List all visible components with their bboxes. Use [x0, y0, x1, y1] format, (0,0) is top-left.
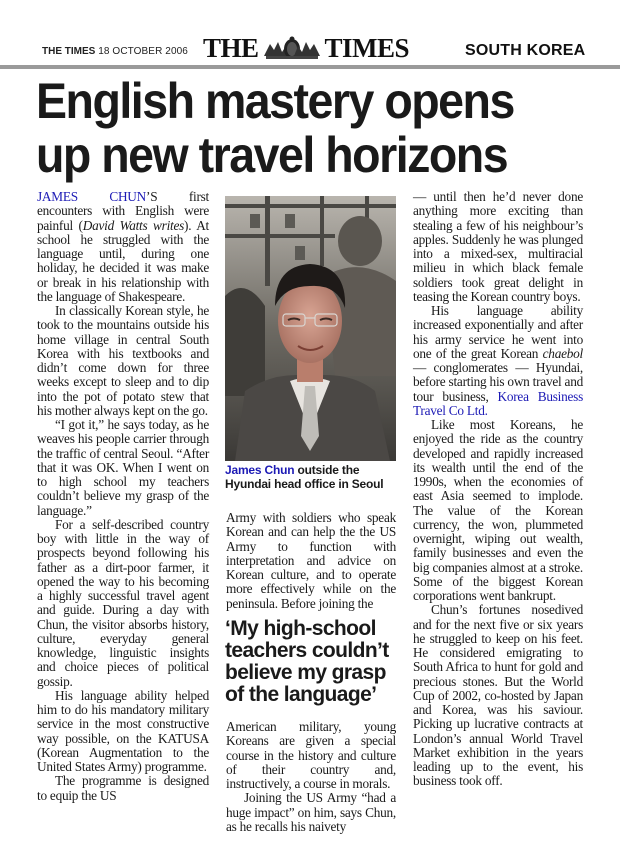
article-column-1 [37, 190, 209, 803]
photo-caption [225, 463, 400, 491]
photo-james-chun [225, 196, 396, 461]
paragraph: Chun’s fortunes nosedived and for the next five or six years he struggled to keep on his feet. He considered emigrating to South Africa to hunt for gold and precious stones. But the World Cup of 2002, co-hosted by Japan and Korea, was his saviour. Picking up lucrative contracts at London’s annual World Travel Market exhibition in the years leading up to the event, his business took off. [413, 602, 583, 789]
paragraph: Like most Koreans, he enjoyed the ride as the country developed and rapidly increased its wealth until the end of the 1990s, when the economies of east Asia seemed to implode. The value of the Korean currency, the won, plummeted overnight, wiping out wealth, family businesses and even the big companies almost at a stroke. Some of the biggest Korean corporations went bankrupt. [413, 417, 583, 603]
newspaper-logo [203, 34, 409, 62]
masthead-rule [0, 65, 620, 69]
section-title: SOUTH KOREA [465, 42, 586, 59]
paragraph: In classically Korean style, he took to the mountains outside his home village in central South Korea with his textbooks and didn’t come down for three weeks except to sleep and to dip into the pot of potato stew that his mother always kept on the go. [37, 303, 209, 418]
text-run: His language ability increased exponentially and after his army service he went into one of the great Korean [413, 303, 583, 361]
article-headline [36, 74, 557, 182]
issue-date: 18 OCTOBER 2006 [98, 46, 188, 57]
paragraph: For a self-described country boy with little in the way of prospects beyond following his father as a dirt-poor farmer, it opened the way to his becoming a highly successful travel agent and guide. During a day with Chun, the visitor absorbs history, culture, everyday general knowledge, linguistic insights and choice pieces of political gossip. [37, 516, 209, 689]
caption-text: outside the Hyundai head office in Seoul [225, 463, 384, 491]
paragraph: His language ability helped him to do his mandatory military service in the most constructive way possible, on the KATUSA (Korean Augmentation to the United States Army) programme. [37, 687, 209, 774]
paragraph: — until then he’d never done anything more exciting than stealing a few of his neighbour’s apples. Suddenly he was plunged into a mixed-sex, multiracial milieu in which black female soldiers took great delight in teasing the Korean country boys. [413, 189, 583, 304]
paragraph: Joining the US Army “had a huge impact” on him, says Chun, as he recalls his naivety [226, 790, 396, 834]
pull-quote: ‘My high-school teachers couldn’t believe my grasp of the language’ [225, 617, 389, 706]
text-run: — conglomerates — Hyundai, before starting his own travel and tour business, [413, 360, 583, 404]
article-column-2-bottom [226, 720, 396, 834]
subject-name: JAMES CHUN [37, 189, 147, 204]
article-column-3 [413, 190, 583, 789]
byline: David Watts writes [82, 217, 185, 233]
paragraph [413, 304, 583, 418]
text-run: ’S first encounters with English were painful ( [37, 189, 209, 233]
italic-term: chaebol [542, 345, 583, 361]
paragraph [37, 190, 209, 304]
logo-text-left: THE [203, 32, 259, 63]
portrait-photo [225, 196, 396, 461]
masthead [0, 34, 620, 64]
paragraph: American military, young Koreans are given a special course in the history and culture of their country and, instructively, a course in morals. [226, 719, 396, 791]
text-run: ). At school he struggled with the language until, during one holiday, he decided it was make or break in his relationship with the language of Shakespeare. [37, 217, 209, 304]
article-column-2-top [226, 511, 396, 611]
headline-line-1: English mastery opens [36, 73, 514, 129]
logo-text-right: TIMES [324, 32, 410, 63]
company-name: Korea Business Travel Co Ltd. [413, 388, 583, 418]
paragraph: The programme is designed to equip the US [37, 773, 209, 803]
paragraph: Army with soldiers who speak Korean and can help the the US Army to function with interpretation and advice on Korean culture, and to operate more effectively while on the peninsula. Before joining the [226, 510, 396, 611]
caption-name: James Chun [225, 463, 295, 477]
paper-short-name: THE TIMES [42, 46, 96, 57]
paragraph: “I got it,” he says today, as he weaves his people carrier through the traffic of central Seoul. “After that it was OK. When I went on to high school my teachers couldn’t believe my grasp of the language.” [37, 417, 209, 518]
masthead-dateline [42, 46, 188, 57]
headline-line-2: up new travel horizons [36, 127, 508, 183]
royal-crest-icon [260, 36, 324, 60]
